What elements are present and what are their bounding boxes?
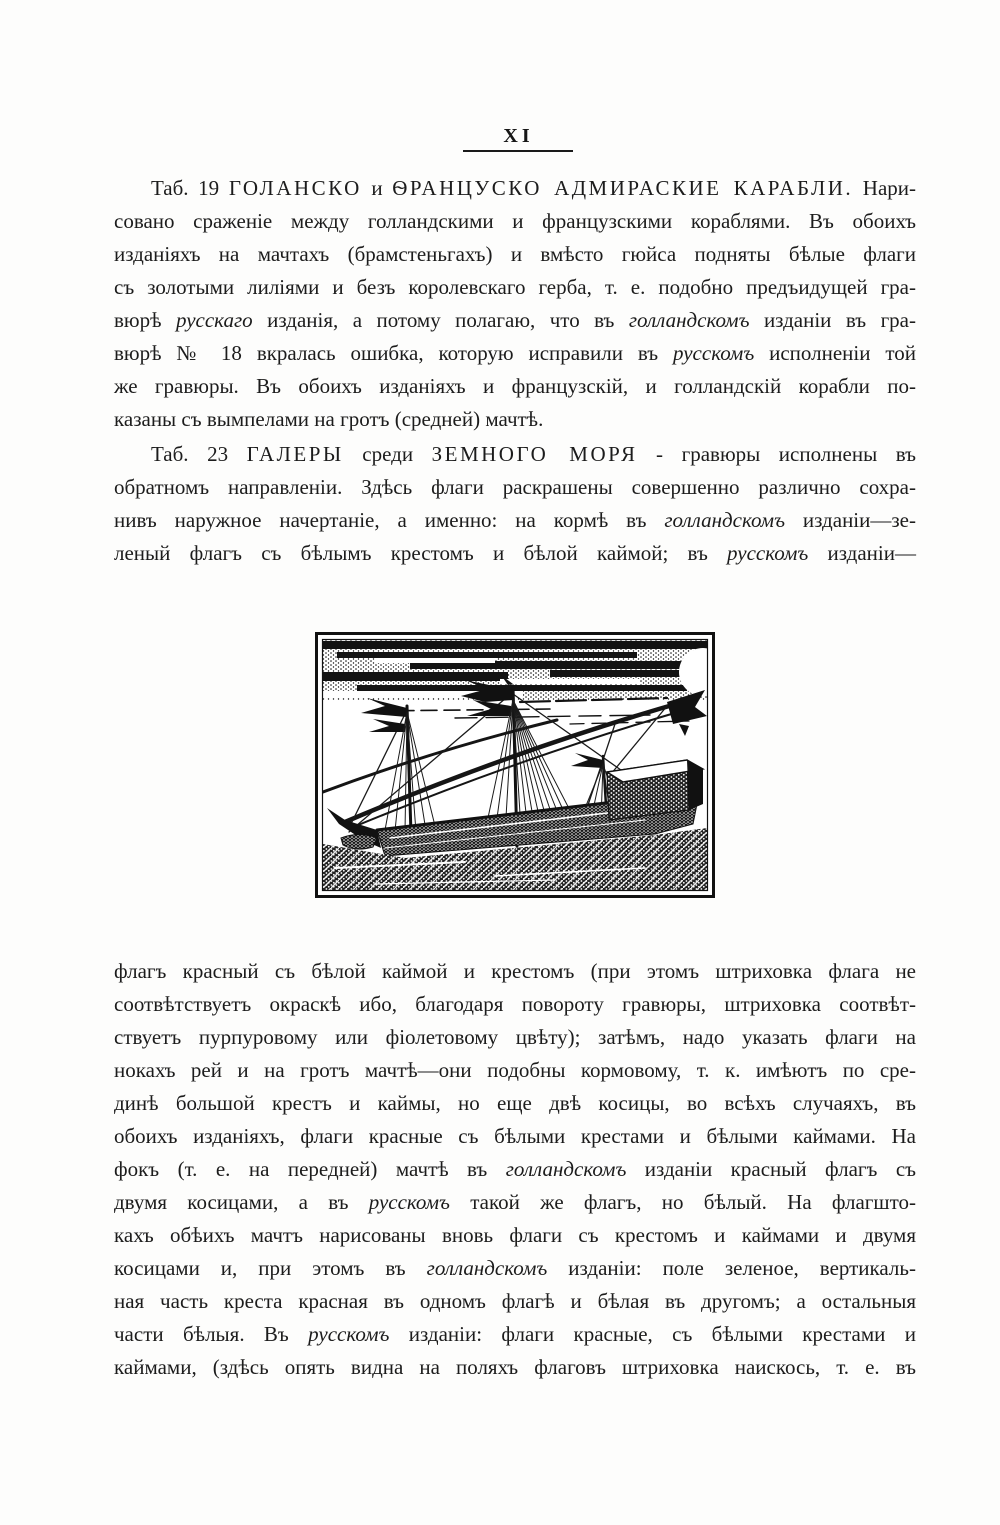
- text-segment: кахъ обѣихъ мачтъ нарисованы вновь флаги съ крестомъ и каймами и двумя: [114, 1223, 916, 1247]
- text-line: [114, 955, 916, 988]
- text-segment: нивъ наружное начертаніе, а именно: на кормѣ въ: [114, 508, 665, 532]
- text-line: [114, 271, 916, 304]
- text-segment: изданіи—: [808, 541, 916, 565]
- text-line: [114, 1351, 916, 1384]
- text-line: [114, 504, 916, 537]
- text-segment: леный флагъ съ бѣлымъ крестомъ и бѣлой каймой; въ: [114, 541, 728, 565]
- galley-engraving-svg: [315, 632, 715, 898]
- text-segment: ная часть креста красная въ одномъ флагѣ и бѣлая въ другомъ; а остальныя: [114, 1289, 916, 1313]
- text-line: [114, 438, 916, 471]
- text-segment: динѣ большой крестъ и каймы, но еще двѣ косицы, во всѣхъ случаяхъ, въ: [114, 1091, 916, 1115]
- text-line: [114, 370, 916, 403]
- italic-text-segment: русскаго: [175, 308, 253, 332]
- text-segment: - гравюры исполнены въ: [637, 442, 916, 466]
- text-line: [114, 304, 916, 337]
- text-line: [114, 471, 916, 504]
- paragraph-tab-19: [114, 172, 916, 436]
- text-segment: исполненіи той: [754, 341, 917, 365]
- text-segment: же гравюры. Въ обоихъ изданіяхъ и французскій, и голландскій корабли по-: [114, 374, 916, 398]
- text-line: [114, 403, 916, 436]
- text-segment: и: [361, 176, 393, 200]
- text-segment: ствуетъ пурпуровому или фіолетовому цвѣту); затѣмъ, надо указать флаги на: [114, 1025, 916, 1049]
- galley-engraving: [315, 632, 715, 898]
- text-segment: Нари-: [853, 176, 917, 200]
- caps-text-segment: ГАЛЕРЫ: [246, 442, 344, 466]
- text-segment: среди: [343, 442, 432, 466]
- text-segment: флагъ красный съ бѣлой каймой и крестомъ (при этомъ штриховка флага не: [114, 959, 916, 983]
- text-segment: вюрѣ № 18 вкралась ошибка, которую исправили въ: [114, 341, 674, 365]
- text-segment: изданіи: поле зеленое, вертикаль-: [547, 1256, 916, 1280]
- text-segment: изданіи—зе-: [785, 508, 916, 532]
- italic-text-segment: голландскомъ: [628, 308, 750, 332]
- italic-text-segment: голландскомъ: [505, 1157, 627, 1181]
- italic-text-segment: русскомъ: [673, 341, 755, 365]
- text-segment: изданіи: флаги красные, съ бѣлыми крестами и: [389, 1322, 917, 1346]
- text-segment: обоихъ изданіяхъ, флаги красные съ бѣлыми крестами и бѣлыми каймами. На: [114, 1124, 916, 1148]
- text-segment: соотвѣтствуетъ окраскѣ ибо, благодаря повороту гравюры, штриховка соотвѣт-: [114, 992, 916, 1016]
- paragraph-tab-23: [114, 438, 916, 570]
- text-segment: изданія, а потому полагаю, что въ: [252, 308, 629, 332]
- text-segment: Таб. 23: [151, 442, 247, 466]
- text-line: [114, 988, 916, 1021]
- caps-text-segment: ГОЛАНСКО: [228, 176, 362, 200]
- page-number-rule: [463, 150, 573, 152]
- text-line: [114, 172, 916, 205]
- text-segment: Таб. 19: [151, 176, 229, 200]
- text-line: [114, 1021, 916, 1054]
- text-line: [114, 1252, 916, 1285]
- text-segment: казаны съ вымпелами на гротъ (средней) мачтѣ.: [114, 407, 544, 431]
- text-line: [114, 1318, 916, 1351]
- sky-clouds: [323, 640, 715, 700]
- text-line: [114, 1285, 916, 1318]
- text-segment: обратномъ направленіи. Здѣсь флаги раскрашены совершенно различно сохра-: [114, 475, 916, 499]
- italic-text-segment: голландскомъ: [426, 1256, 548, 1280]
- italic-text-segment: русскомъ: [308, 1322, 390, 1346]
- text-line: [114, 537, 916, 570]
- text-line: [114, 337, 916, 370]
- text-segment: нокахъ рей и на гротъ мачтѣ—они подобны кормовому, т. к. имѣютъ по сре-: [114, 1058, 916, 1082]
- text-segment: совано сраженіе между голландскими и французскими кораблями. Въ обоихъ: [114, 209, 916, 233]
- text-segment: косицами и, при этомъ въ: [114, 1256, 427, 1280]
- italic-text-segment: русскомъ: [727, 541, 809, 565]
- italic-text-segment: русскомъ: [368, 1190, 450, 1214]
- italic-text-segment: голландскомъ: [664, 508, 785, 532]
- text-segment: такой же флагъ, но бѣлый. На флагшто-: [449, 1190, 916, 1214]
- text-segment: изданіи красный флагъ съ: [626, 1157, 916, 1181]
- text-segment: двумя косицами, а въ: [114, 1190, 369, 1214]
- text-line: [114, 1219, 916, 1252]
- caps-text-segment: ЗЕМНОГО МОРЯ: [431, 442, 638, 466]
- text-line: [114, 1120, 916, 1153]
- text-line: [114, 1186, 916, 1219]
- text-segment: фокъ (т. е. на передней) мачтѣ въ: [114, 1157, 506, 1181]
- text-line: [114, 1153, 916, 1186]
- text-line: [114, 1054, 916, 1087]
- text-segment: изданіи въ гра-: [749, 308, 916, 332]
- text-segment: вюрѣ: [114, 308, 176, 332]
- text-segment: каймами, (здѣсь опять видна на поляхъ флаговъ штриховка наискось, т. е. въ: [114, 1355, 916, 1379]
- page-number: XI: [503, 125, 534, 147]
- paragraph-flags-continuation: [114, 955, 916, 1384]
- text-segment: изданіяхъ на мачтахъ (брамстеньгахъ) и вмѣсто гюйса подняты бѣлые флаги: [114, 242, 916, 266]
- caps-text-segment: ѲРАНЦУСКО АДМИРАСКИЕ КАРАБЛИ.: [392, 176, 854, 200]
- text-line: [114, 205, 916, 238]
- text-line: [114, 1087, 916, 1120]
- text-line: [114, 238, 916, 271]
- text-segment: съ золотыми лиліями и безъ королевскаго герба, т. е. подобно предъидущей гра-: [114, 275, 916, 299]
- text-segment: части бѣлыя. Въ: [114, 1322, 309, 1346]
